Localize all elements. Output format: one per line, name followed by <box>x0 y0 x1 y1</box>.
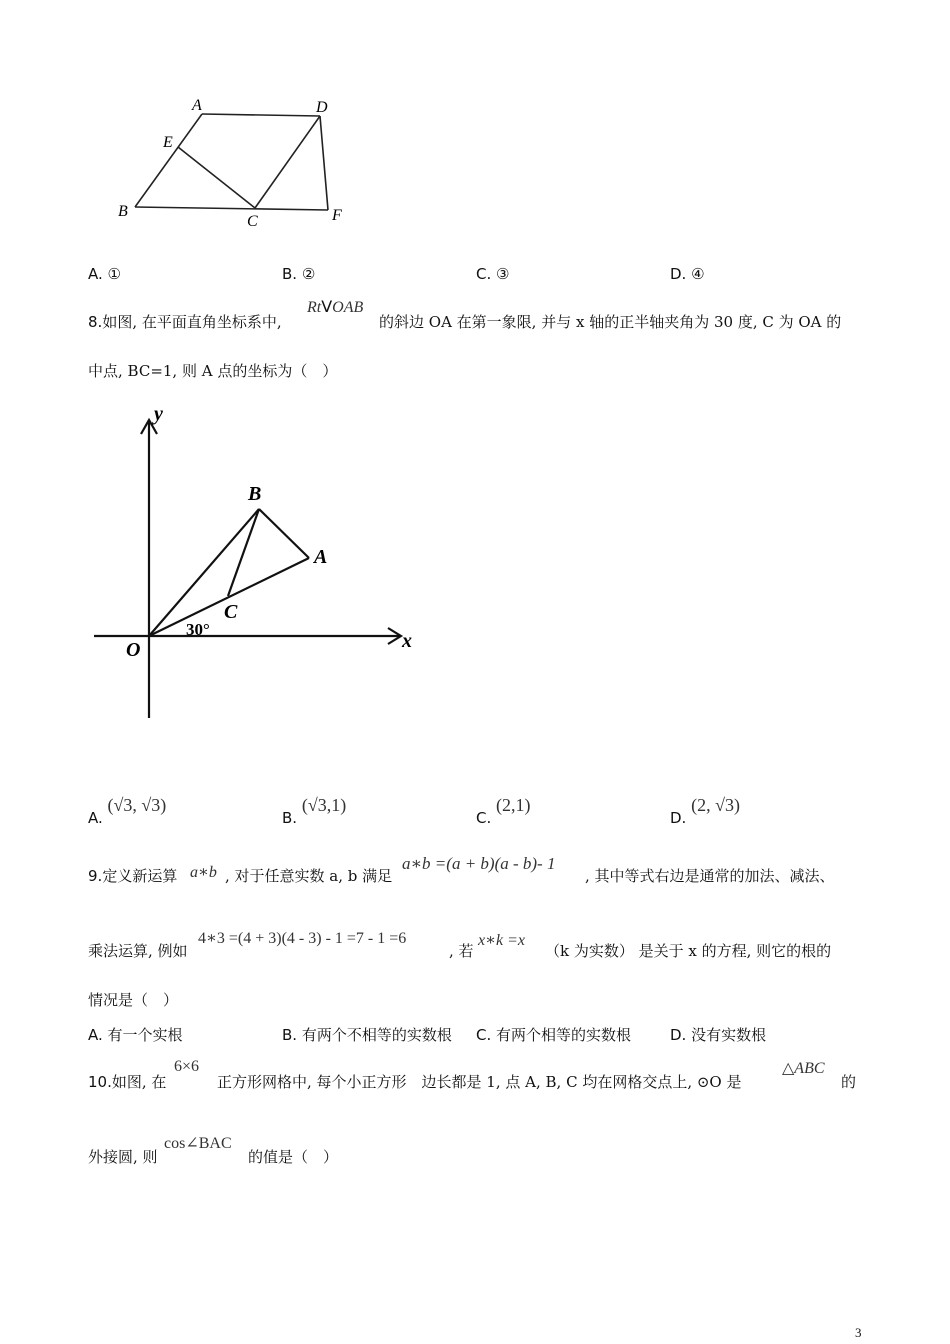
q9-line1-a: 9.定义新运算 <box>88 867 178 885</box>
q9-example: 4∗3 =(4 + 3)(4 - 3) - 1 =7 - 1 =6 <box>198 930 407 947</box>
label-B: B <box>248 483 262 505</box>
q9-option-c[interactable]: C. 有两个相等的实数根 <box>476 1026 632 1044</box>
q9-line1-c: , 其中等式右边是通常的加法、减法、 <box>585 867 835 885</box>
angle-label: 30° <box>186 620 210 639</box>
q10-line1-a: 10.如图, 在 <box>88 1073 167 1091</box>
axis-x-label: x <box>402 630 412 652</box>
q9-line2-c: （k 为实数） 是关于 x 的方程, 则它的根的 <box>545 942 832 960</box>
label-C: C <box>247 213 258 230</box>
q9-option-a[interactable]: A. 有一个实根 <box>88 1026 183 1044</box>
q9-line3: 情况是（ ） <box>88 991 179 1009</box>
q9-definition: a∗b =(a + b)(a - b)- 1 <box>402 854 556 873</box>
q8-line1: 8.如图, 在平面直角坐标系中, <box>88 313 282 331</box>
q9-option-d[interactable]: D. 没有实数根 <box>670 1026 767 1044</box>
label-F: F <box>332 207 342 224</box>
q8-option-b[interactable]: B. (√3,1) <box>282 795 347 827</box>
q10-line1-c: 的 <box>841 1073 857 1091</box>
label-B: B <box>118 203 128 220</box>
q7-option-a[interactable]: A. ① <box>88 265 121 283</box>
q10-line1-b: 正方形网格中, 每个小正方形 边长都是 1, 点 A, B, C 均在网格交点上, ⊙O 是 <box>217 1073 742 1091</box>
q9-line1-b: , 对于任意实数 a, b 满足 <box>225 867 393 885</box>
label-A: A <box>192 97 202 114</box>
q10-number: 10. <box>88 1073 112 1091</box>
label-A: A <box>314 546 328 568</box>
q7-option-d[interactable]: D. ④ <box>670 265 705 283</box>
q8-number: 8. <box>88 313 103 331</box>
label-E: E <box>163 134 173 151</box>
q9-op: a∗b <box>190 864 217 881</box>
q10-grid-size: 6×6 <box>174 1058 200 1075</box>
axis-y-label: y <box>154 403 163 425</box>
q10-triangle: △ABC <box>782 1060 825 1077</box>
label-C: C <box>224 601 238 623</box>
label-D: D <box>316 99 328 116</box>
q10-line2-a: 外接圆, 则 <box>88 1148 158 1166</box>
q7-option-c[interactable]: C. ③ <box>476 265 510 283</box>
q9-option-b[interactable]: B. 有两个不相等的实数根 <box>282 1026 452 1044</box>
q8-option-d[interactable]: D. (2, √3) <box>670 795 740 827</box>
q8-line1-rest: 的斜边 OA 在第一象限, 并与 x 轴的正半轴夹角为 30 度, C 为 OA 的 <box>379 313 842 331</box>
q8-line2: 中点, BC=1, 则 A 点的坐标为（ ） <box>88 362 338 380</box>
q8-option-c[interactable]: C. (2,1) <box>476 795 531 827</box>
figure-coordinate-triangle <box>88 400 428 730</box>
figure-quadrilateral <box>110 92 370 232</box>
q10-cos: cos∠BAC <box>164 1135 232 1152</box>
q9-number: 9. <box>88 867 103 885</box>
q10-line2-b: 的值是（ ） <box>248 1148 339 1166</box>
page-number: 3 <box>855 1325 862 1340</box>
label-O: O <box>126 639 141 661</box>
q9-line2-b: , 若 <box>449 942 474 960</box>
q8-formula-rt-oab: RtVOAB <box>307 297 364 316</box>
q7-option-b[interactable]: B. ② <box>282 265 316 283</box>
q9-equation: x∗k =x <box>478 932 525 949</box>
q8-option-a[interactable]: A. (√3, √3) <box>88 795 167 827</box>
q9-line2-a: 乘法运算, 例如 <box>88 942 188 960</box>
